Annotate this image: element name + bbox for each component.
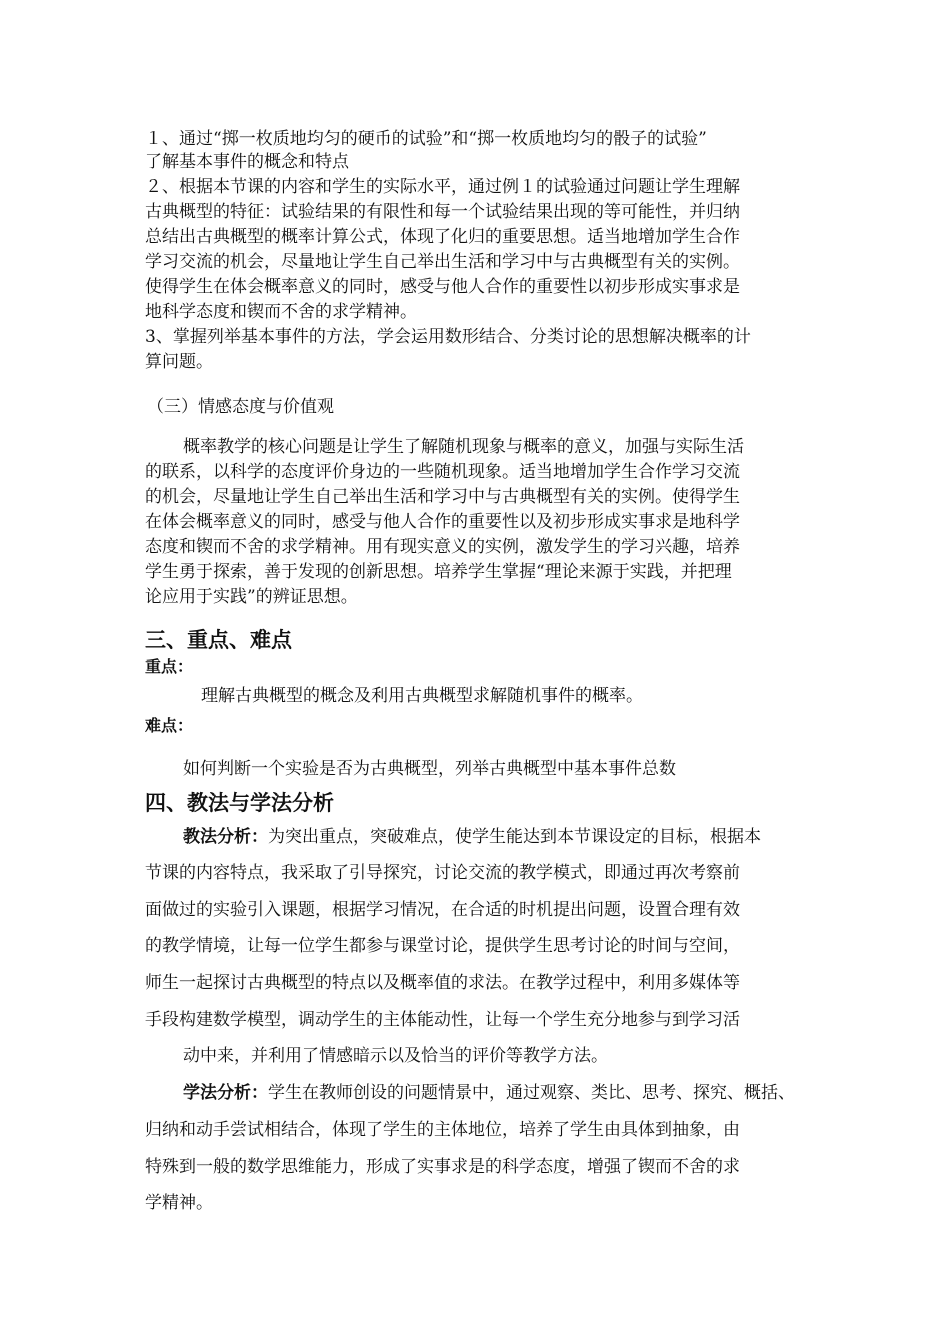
item2-line6: 地科学态度和锲而不舍的求学精神。 xyxy=(145,302,417,322)
item2-line5: 使得学生在体会概率意义的同时，感受与他人合作的重要性以初步形成实事求是 xyxy=(145,277,740,297)
attitude-heading: （三）情感态度与价值观 xyxy=(147,397,334,417)
item2-line3: 总结出古典概型的概率计算公式，体现了化归的重要思想。适当地增加学生合作 xyxy=(145,227,740,247)
learning-analysis-line: 学精神。 xyxy=(145,1193,213,1213)
section4-title: 四、教法与学法分析 xyxy=(145,791,334,815)
item3-line2: 算问题。 xyxy=(145,352,213,372)
attitude-line: 的机会，尽量地让学生自己举出生活和学习中与古典概型有关的实例。使得学生 xyxy=(145,487,740,507)
learning-analysis-line1 xyxy=(183,1082,795,1104)
learning-analysis-line: 归纳和动手尝试相结合，体现了学生的主体地位，培养了学生由具体到抽象，由 xyxy=(145,1120,740,1140)
teaching-analysis-line: 的教学情境，让每一位学生都参与课堂讨论，提供学生思考讨论的时间与空间， xyxy=(145,936,740,956)
teaching-analysis-line1 xyxy=(183,826,761,848)
attitude-line: 论应用于实践”的辨证思想。 xyxy=(145,587,358,607)
difficulty-label: 难点： xyxy=(145,716,194,735)
attitude-line: 态度和锲而不舍的求学精神。用有现实意义的实例，激发学生的学习兴趣，培养 xyxy=(145,537,740,557)
learning-analysis-label: 学法分析： xyxy=(183,1083,268,1103)
teaching-analysis-line: 师生一起探讨古典概型的特点以及概率值的求法。在教学过程中，利用多媒体等 xyxy=(145,973,740,993)
attitude-line: 学生勇于探索，善于发现的创新思想。培养学生掌握“理论来源于实践，并把理 xyxy=(145,562,732,582)
item2-line4: 学习交流的机会，尽量地让学生自己举出生活和学习中与古典概型有关的实例。 xyxy=(145,252,740,272)
teaching-analysis-line: 面做过的实验引入课题，根据学习情况，在合适的时机提出问题，设置合理有效 xyxy=(145,900,740,920)
teaching-analysis-label: 教法分析： xyxy=(183,827,268,847)
teaching-analysis-line: 节课的内容特点，我采取了引导探究，讨论交流的教学模式，即通过再次考察前 xyxy=(145,863,740,883)
key-points-label: 重点： xyxy=(145,657,194,676)
item2-line1: ２、根据本节课的内容和学生的实际水平，通过例１的试验通过问题让学生理解 xyxy=(145,177,740,197)
key-points-text: 理解古典概型的概念及利用古典概型求解随机事件的概率。 xyxy=(201,686,643,706)
item1-line1: １、通过“掷一枚质地均匀的硬币的试验”和“掷一枚质地均匀的骰子的试验” xyxy=(145,129,707,149)
section3-title: 三、重点、难点 xyxy=(145,628,292,652)
item2-line2: 古典概型的特征：试验结果的有限性和每一个试验结果出现的等可能性，并归纳 xyxy=(145,202,740,222)
item3-line1: 3、掌握列举基本事件的方法，学会运用数形结合、分类讨论的思想解决概率的计 xyxy=(145,327,751,347)
learning-analysis-line: 特殊到一般的数学思维能力，形成了实事求是的科学态度，增强了锲而不舍的求 xyxy=(145,1157,740,1177)
attitude-line: 的联系，以科学的态度评价身边的一些随机现象。适当地增加学生合作学习交流 xyxy=(145,462,740,482)
item1-line2: 了解基本事件的概念和特点 xyxy=(145,152,349,172)
attitude-line: 概率教学的核心问题是让学生了解随机现象与概率的意义，加强与实际生活 xyxy=(183,437,744,457)
teaching-analysis-text: 为突出重点，突破难点，使学生能达到本节课设定的目标，根据本 xyxy=(268,827,761,847)
teaching-analysis-line: 手段构建数学模型，调动学生的主体能动性，让每一个学生充分地参与到学习活 xyxy=(145,1010,740,1030)
teaching-analysis-last: 动中来，并利用了情感暗示以及恰当的评价等教学方法。 xyxy=(183,1046,608,1066)
difficulty-text: 如何判断一个实验是否为古典概型，列举古典概型中基本事件总数 xyxy=(183,759,676,779)
attitude-line: 在体会概率意义的同时，感受与他人合作的重要性以及初步形成实事求是地科学 xyxy=(145,512,740,532)
learning-analysis-text: 学生在教师创设的问题情景中，通过观察、类比、思考、探究、概括、 xyxy=(268,1083,795,1103)
